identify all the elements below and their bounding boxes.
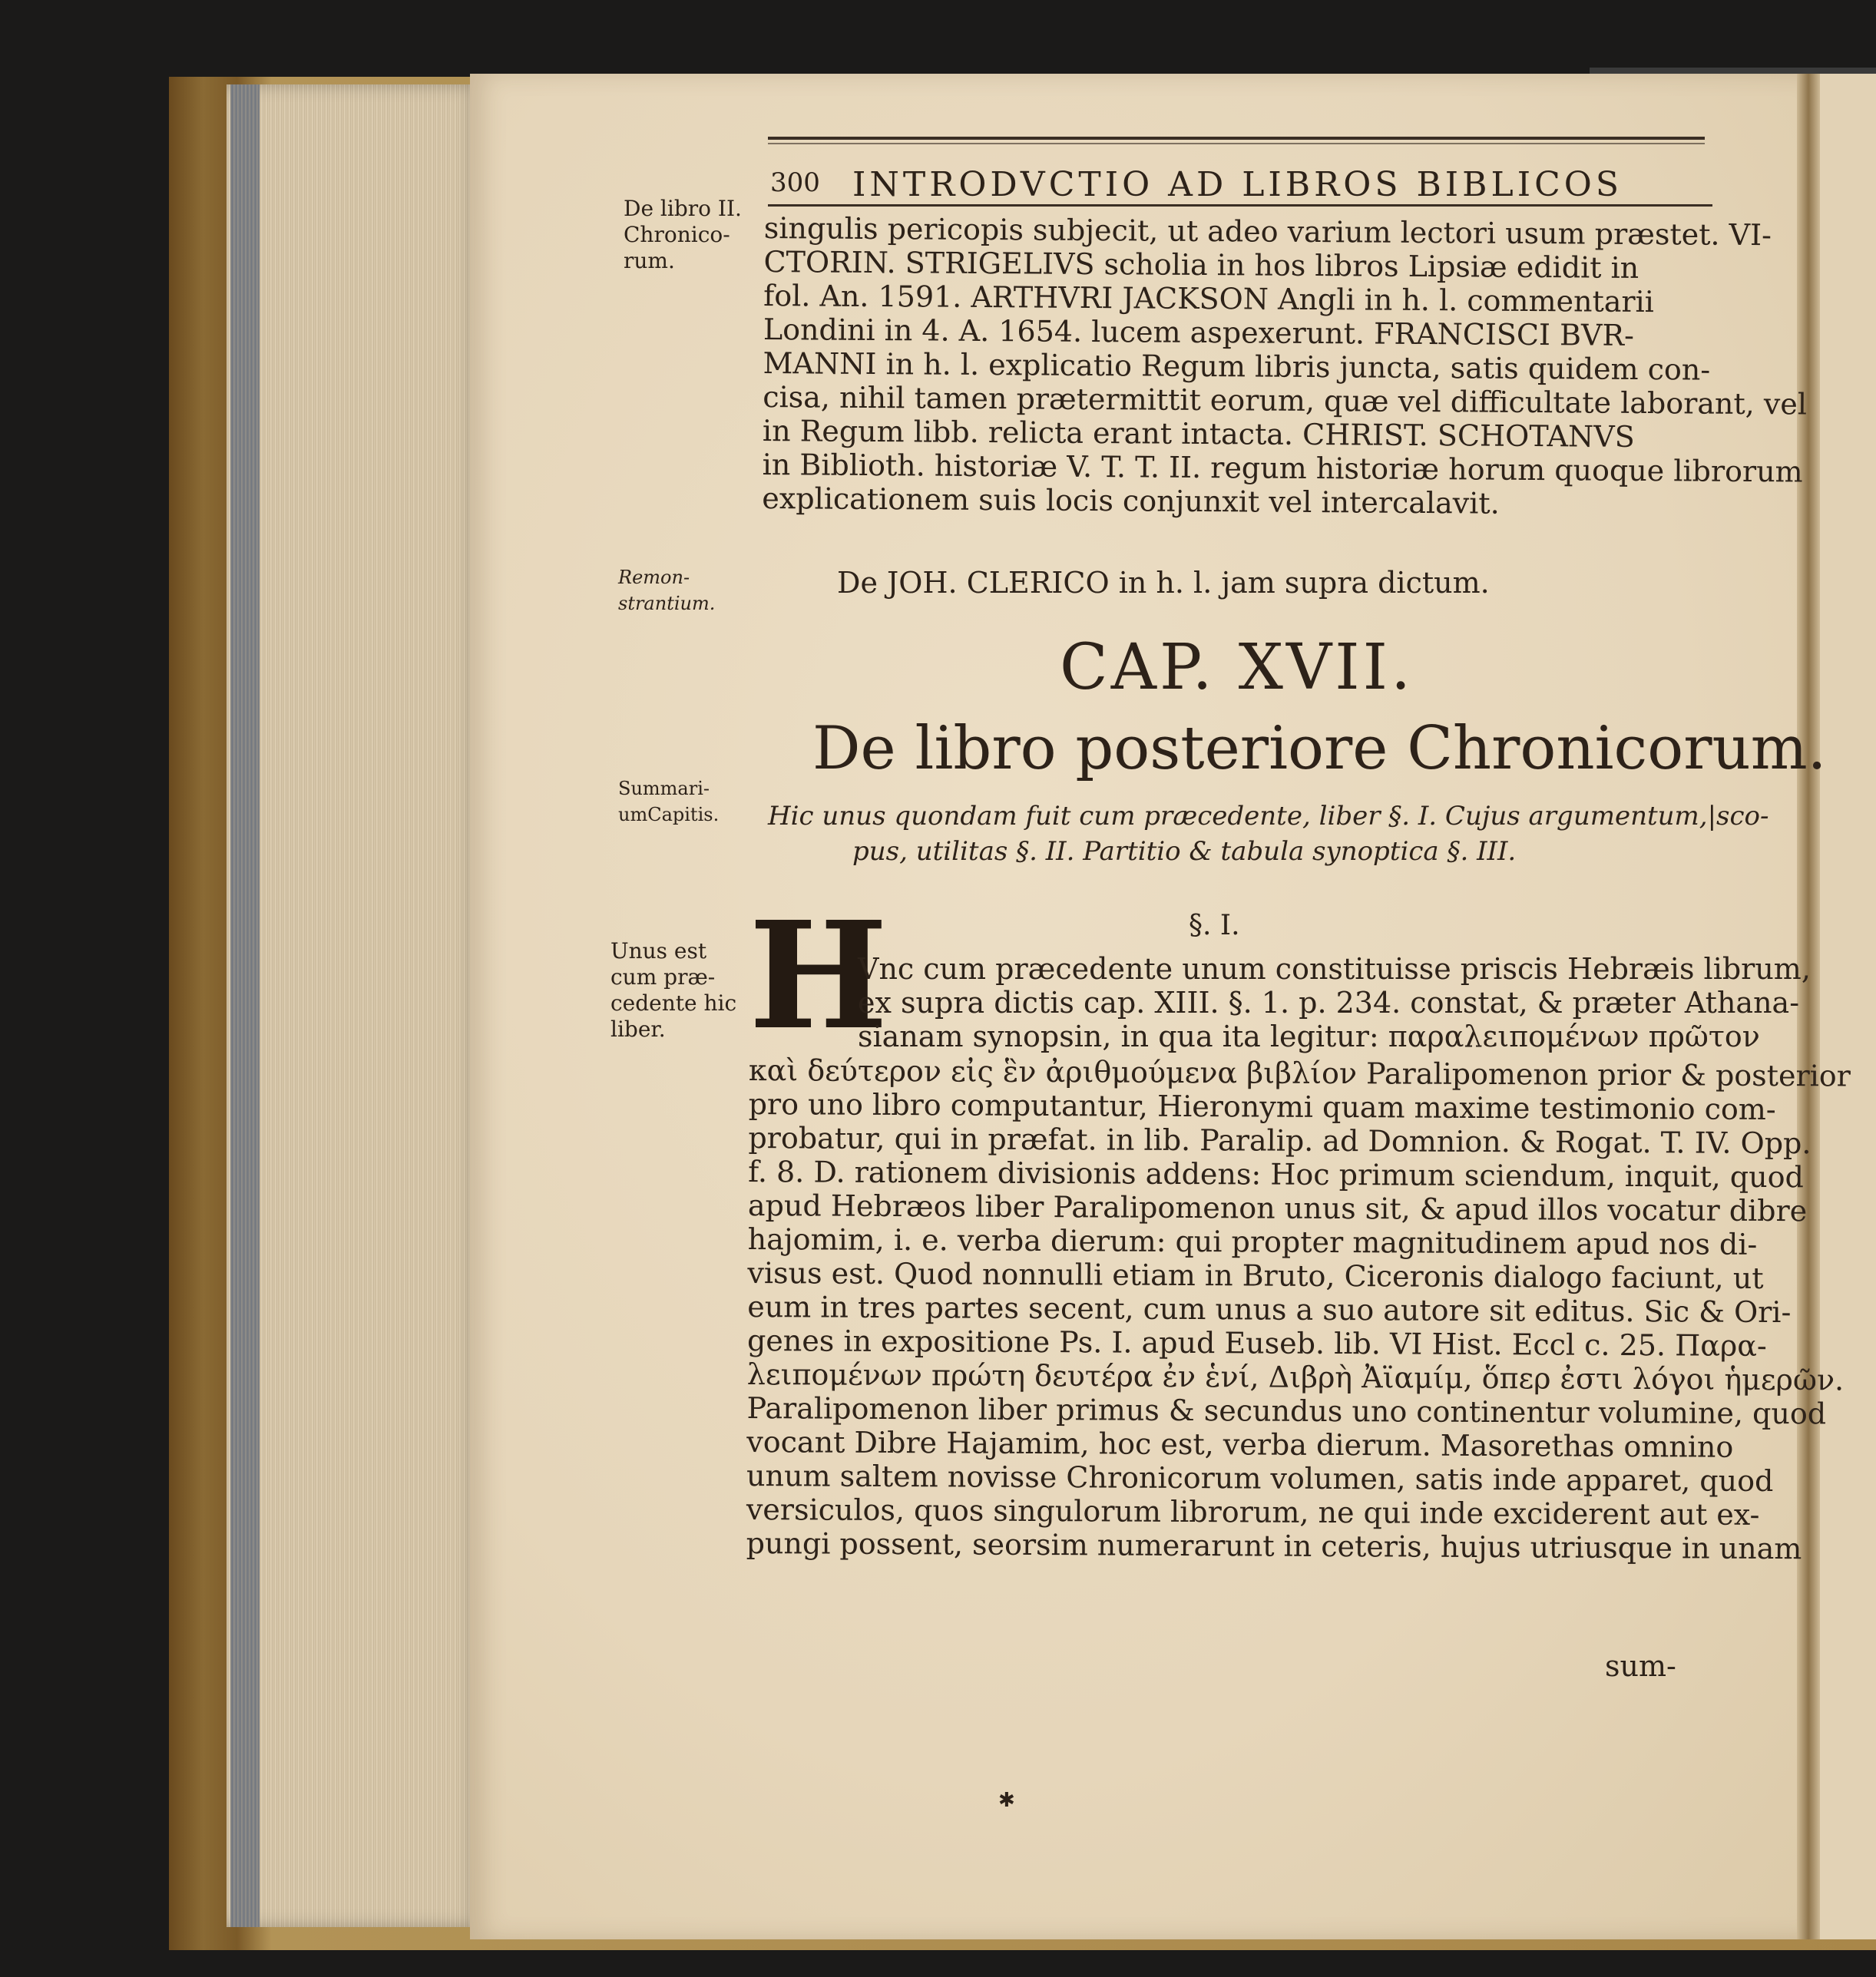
text-line: versiculos, quos singulorum librorum, ne qui inde exciderent aut ex- (746, 1492, 1760, 1532)
page-number: 300 (770, 167, 820, 198)
margin-note-line: cedente hic (610, 990, 737, 1016)
text-line: καὶ δεύτερον εἰς ἓν ἀριθμούμενα βιβλίον Paralipomenon prior & posterior (748, 1053, 1851, 1093)
text-line: genes in expositione Ps. I. apud Euseb. lib. VI Hist. Eccl c. 25. Παρα- (746, 1323, 1767, 1363)
text-line: unum saltem novisse Chronicorum volumen, satis inde apparet, quod (746, 1458, 1774, 1498)
text-line: vocant Dibre Hajamim, hoc est, verba dierum. Masorethas omnino (746, 1424, 1734, 1464)
header-top-rule-thin (768, 143, 1705, 144)
drop-cap: H (749, 890, 888, 1063)
text-line: explicationem suis locis conjunxit vel intercalavit. (762, 481, 1500, 521)
running-header-text: INTRODVCTIO AD LIBROS BIBLICOS (852, 165, 1623, 204)
page-edges-blue (230, 84, 260, 1927)
margin-note-line: umCapitis. (618, 804, 720, 825)
paragraph-2: De JOH. CLERICO in h. l. jam supra dictum. (837, 566, 1490, 600)
margin-note-de-libro (624, 196, 742, 274)
page-edges (227, 84, 480, 1927)
next-page-edge (1820, 74, 1876, 1939)
margin-note-line: liber. (610, 1017, 666, 1042)
text-line: MANNI in h. l. explicatio Regum libris juncta, satis quidem con- (763, 345, 1711, 387)
text-line: pungi possent, seorsim numerarunt in ceteris, hujus utriusque in unam (746, 1526, 1802, 1566)
text-line: pro uno libro computantur, Hieronymi quam maxime testimonio com- (748, 1086, 1776, 1127)
chapter-title: CAP. XVII. (1060, 631, 1414, 704)
text-line: sianam synopsin, in qua ita legitur: παραλειπομένων πρῶτον (858, 1020, 1760, 1053)
margin-note-remonstrantium (618, 564, 715, 617)
text-line: Vnc cum præcedente unum constituisse priscis Hebræis librum, (858, 952, 1811, 986)
section-lines-indented (858, 952, 1811, 1053)
text-line: Paralipomenon liber primus & secundus uno continentur volumine, quod (746, 1390, 1827, 1431)
text-line: λειπομένων πρώτη δευτέρα ἐν ἑνί, Διβρὴ Ἀϊαμίμ, ὅπερ ἐστι λόγοι ἡμερῶν. (746, 1357, 1845, 1397)
text-line: eum in tres partes secent, cum unus a suo autore sit editus. Sic & Ori- (747, 1289, 1792, 1330)
running-header (852, 165, 1623, 204)
section-lines-full (746, 1053, 1851, 1566)
text-line: in Regum libb. relicta erant intacta. CHRIST. SCHOTANVS (762, 413, 1635, 454)
margin-note-line: Remon- (618, 567, 690, 588)
text-line: fol. An. 1591. ARTHVRI JACKSON Angli in h. l. commentarii (763, 278, 1655, 319)
catchword: sum- (1605, 1649, 1676, 1683)
text-line: hajomim, i. e. verba dierum: qui propter magnitudinem apud nos di- (747, 1222, 1758, 1261)
header-top-rule (768, 137, 1705, 140)
text-line: probatur, qui in præfat. in lib. Paralip. ad Domnion. & Rogat. T. IV. Opp. (748, 1120, 1811, 1161)
text-line: apud Hebræos liber Paralipomenon unus sit, & apud illos vocatur dibre (747, 1188, 1808, 1228)
paragraph-1 (762, 211, 1808, 522)
text-line: singulis pericopis subjecit, ut adeo varium lectori usum præstet. VI- (763, 211, 1772, 253)
section-mark: §. I. (1189, 910, 1240, 941)
text-line: CTORIN. STRIGELIVS scholia in hos libros Lipsiæ edidit in (763, 244, 1639, 285)
text-line: ex supra dictis cap. XIII. §. 1. p. 234. constat, & præter Athana- (858, 986, 1800, 1020)
margin-note-line: cum præ- (610, 964, 716, 990)
margin-note-line: strantium. (618, 593, 716, 614)
text-line: Londini in 4. A. 1654. lucem aspexerunt. FRANCISCI BVR- (763, 312, 1635, 352)
header-bottom-rule (768, 204, 1712, 207)
summary-line: Hic unus quondam fuit cum præcedente, liber §. I. Cujus argumentum,|sco- (768, 801, 1769, 831)
chapter-subtitle: De libro posteriore Chronicorum. (812, 714, 1827, 783)
margin-note-line: Summari- (618, 778, 710, 799)
text-line: in Biblioth. historiæ V. T. T. II. regum historiæ horum quoque librorum (762, 447, 1803, 489)
text-line: f. 8. D. rationem divisionis addens: Hoc primum sciendum, inquit, quod (748, 1154, 1804, 1195)
margin-note-line: Unus est (610, 938, 707, 964)
margin-note-line: De libro II. (624, 196, 742, 221)
margin-note-line: rum. (624, 248, 675, 273)
summary-line: pus, utilitas §. II. Partitio & tabula synoptica §. III. (852, 836, 1517, 867)
chapter-summary (768, 798, 1769, 869)
text-line: visus est. Quod nonnulli etiam in Bruto, Ciceronis dialogo faciunt, ut (747, 1255, 1764, 1295)
margin-note-line: Chronico- (624, 222, 730, 247)
signature-mark: ✱ (998, 1789, 1015, 1812)
margin-note-unus-est (610, 938, 736, 1043)
margin-note-summarium (618, 775, 719, 828)
text-line: cisa, nihil tamen prætermittit eorum, quæ vel difficultate laborant, vel (763, 379, 1808, 422)
